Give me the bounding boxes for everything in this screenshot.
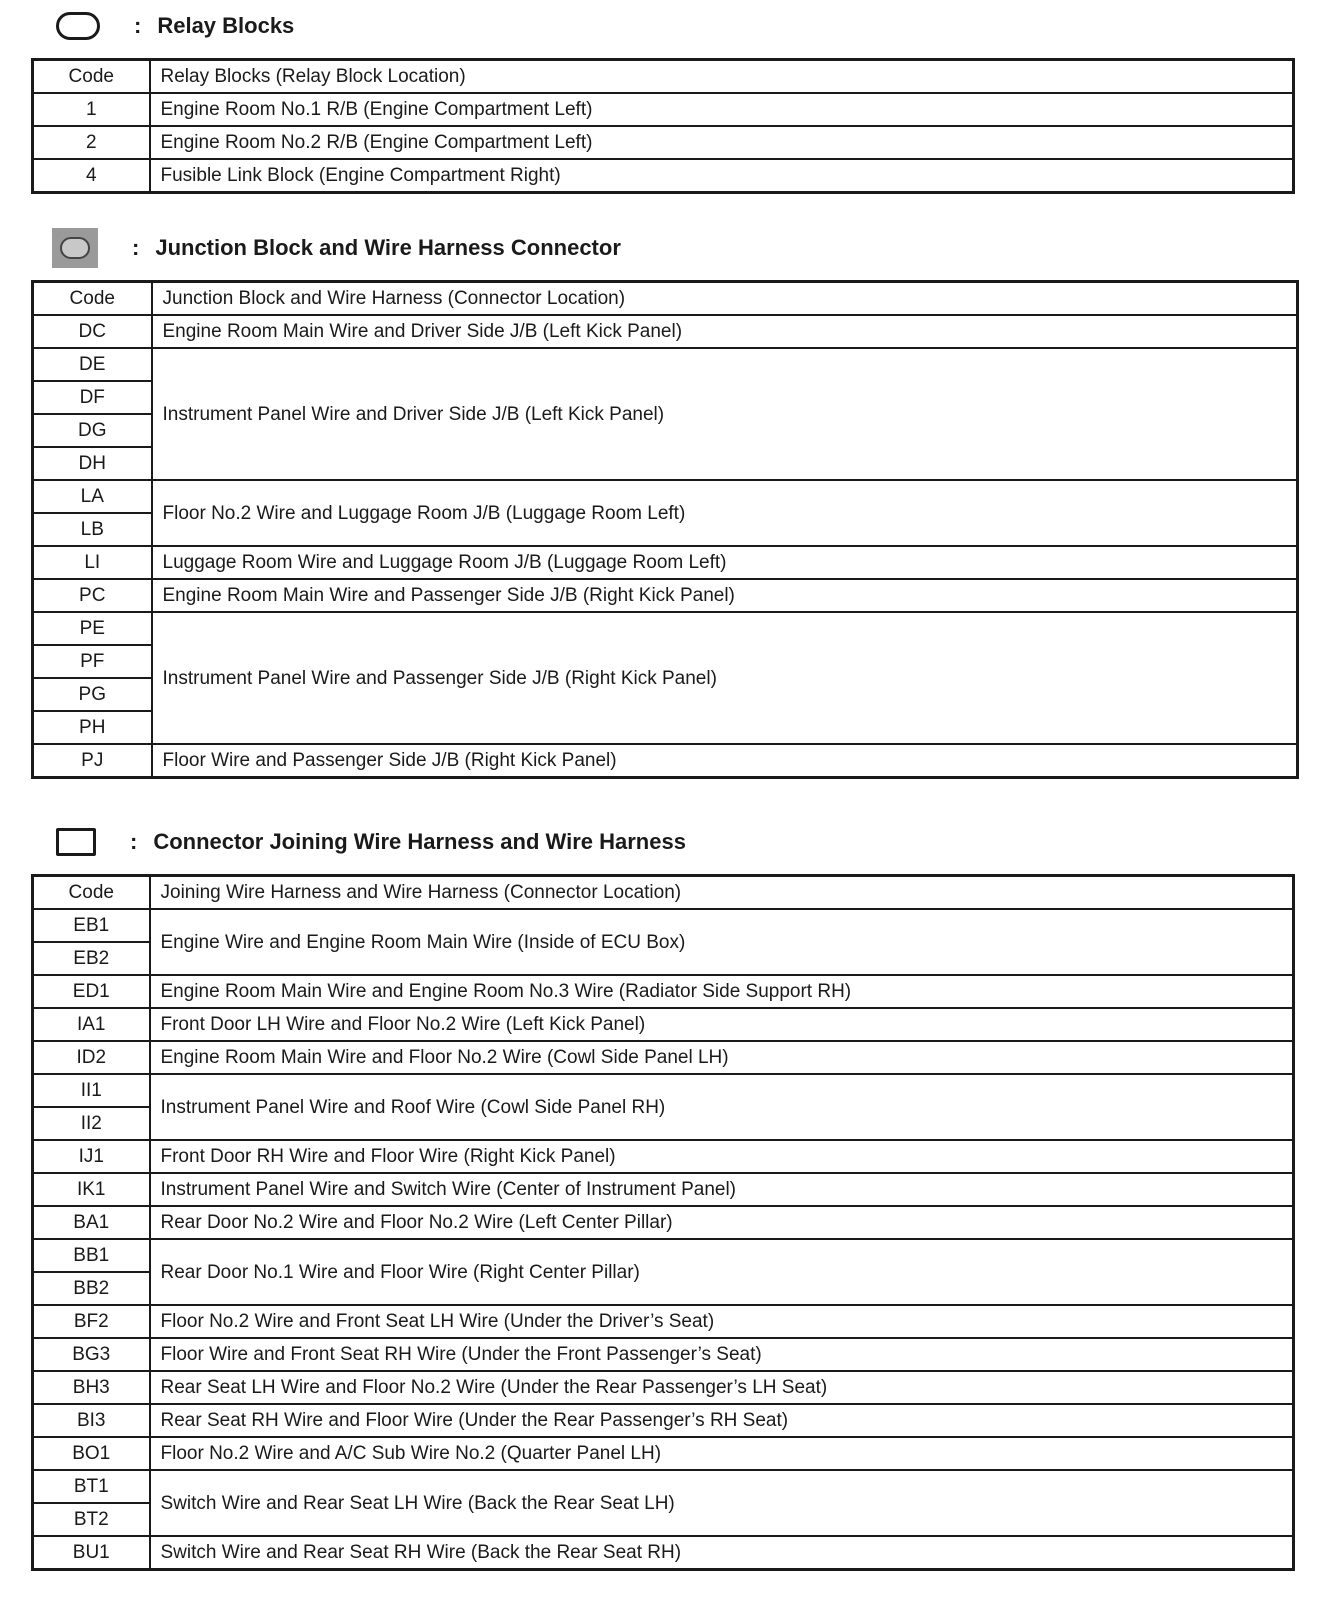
description-cell: Engine Room Main Wire and Passenger Side J/B (Right Kick Panel) [152, 579, 1298, 612]
description-cell: Engine Room No.2 R/B (Engine Compartment Left) [150, 126, 1294, 159]
table-row [33, 1404, 1294, 1437]
code-cell: BO1 [33, 1437, 150, 1470]
connector-symbol-icon [56, 828, 96, 856]
code-cell: 1 [33, 93, 150, 126]
table-header-row [33, 876, 1294, 910]
code-cell: BU1 [33, 1536, 150, 1570]
code-cell: IJ1 [33, 1140, 150, 1173]
table-row [33, 1371, 1294, 1404]
code-cell: IA1 [33, 1008, 150, 1041]
code-cell: PH [33, 711, 152, 744]
description-cell: Floor Wire and Passenger Side J/B (Right Kick Panel) [152, 744, 1298, 778]
description-cell: Rear Seat LH Wire and Floor No.2 Wire (Under the Rear Passenger’s LH Seat) [150, 1371, 1294, 1404]
description-column-header: Joining Wire Harness and Wire Harness (Connector Location) [150, 876, 1294, 910]
code-cell: DH [33, 447, 152, 480]
description-cell: Floor No.2 Wire and Luggage Room J/B (Luggage Room Left) [152, 480, 1298, 546]
description-cell: Engine Room Main Wire and Engine Room No.3 Wire (Radiator Side Support RH) [150, 975, 1294, 1008]
code-cell: LB [33, 513, 152, 546]
code-cell: BB2 [33, 1272, 150, 1305]
description-cell: Engine Room Main Wire and Driver Side J/B (Left Kick Panel) [152, 315, 1298, 348]
code-column-header: Code [33, 282, 152, 316]
description-cell: Fusible Link Block (Engine Compartment Right) [150, 159, 1294, 193]
description-cell: Rear Door No.2 Wire and Floor No.2 Wire (Left Center Pillar) [150, 1206, 1294, 1239]
table-row [33, 546, 1298, 579]
relay-heading-colon: : [134, 13, 142, 38]
description-cell: Engine Room Main Wire and Floor No.2 Wire (Cowl Side Panel LH) [150, 1041, 1294, 1074]
code-cell: BT1 [33, 1470, 150, 1503]
code-cell: 2 [33, 126, 150, 159]
description-cell: Front Door LH Wire and Floor No.2 Wire (Left Kick Panel) [150, 1008, 1294, 1041]
code-cell: DF [33, 381, 152, 414]
code-cell: IK1 [33, 1173, 150, 1206]
code-cell: EB1 [33, 909, 150, 942]
connector-heading-title: Connector Joining Wire Harness and Wire Harness [153, 829, 686, 854]
table-row [33, 1239, 1294, 1272]
table-row [33, 1074, 1294, 1107]
table-row [33, 1140, 1294, 1173]
table-row [33, 975, 1294, 1008]
code-cell: BA1 [33, 1206, 150, 1239]
relay-block-symbol-icon [56, 12, 100, 40]
table-row [33, 612, 1298, 645]
description-cell: Switch Wire and Rear Seat LH Wire (Back the Rear Seat LH) [150, 1470, 1294, 1536]
code-cell: 4 [33, 159, 150, 193]
junction-heading-colon: : [132, 235, 140, 260]
code-cell: BG3 [33, 1338, 150, 1371]
code-cell: DE [33, 348, 152, 381]
table-row [33, 1470, 1294, 1503]
code-cell: BT2 [33, 1503, 150, 1536]
code-cell: PF [33, 645, 152, 678]
table-row [33, 126, 1294, 159]
description-cell: Instrument Panel Wire and Roof Wire (Cowl Side Panel RH) [150, 1074, 1294, 1140]
code-cell: BI3 [33, 1404, 150, 1437]
description-cell: Rear Seat RH Wire and Floor Wire (Under the Rear Passenger’s RH Seat) [150, 1404, 1294, 1437]
code-cell: PE [33, 612, 152, 645]
table-row [33, 579, 1298, 612]
junction-section-heading [52, 228, 621, 268]
table-row [33, 315, 1298, 348]
code-cell: PG [33, 678, 152, 711]
table-row [33, 1173, 1294, 1206]
description-cell: Engine Room No.1 R/B (Engine Compartment Left) [150, 93, 1294, 126]
code-cell: ED1 [33, 975, 150, 1008]
table-row [33, 1536, 1294, 1570]
table-row [33, 1338, 1294, 1371]
description-cell: Floor No.2 Wire and A/C Sub Wire No.2 (Quarter Panel LH) [150, 1437, 1294, 1470]
code-cell: PJ [33, 744, 152, 778]
code-cell: BH3 [33, 1371, 150, 1404]
junction-block-symbol-icon [52, 228, 98, 268]
code-cell: DC [33, 315, 152, 348]
description-cell: Switch Wire and Rear Seat RH Wire (Back the Rear Seat RH) [150, 1536, 1294, 1570]
table-row [33, 159, 1294, 193]
code-cell: BF2 [33, 1305, 150, 1338]
junction-heading-title: Junction Block and Wire Harness Connector [155, 235, 621, 260]
junction-block-table [31, 280, 1299, 779]
connector-joining-table [31, 874, 1295, 1571]
relay-blocks-table [31, 58, 1295, 194]
code-cell: BB1 [33, 1239, 150, 1272]
connector-heading-colon: : [130, 829, 138, 854]
table-header-row [33, 282, 1298, 316]
code-cell: DG [33, 414, 152, 447]
description-cell: Instrument Panel Wire and Switch Wire (Center of Instrument Panel) [150, 1173, 1294, 1206]
table-row [33, 1206, 1294, 1239]
table-row [33, 1041, 1294, 1074]
table-row [33, 480, 1298, 513]
table-row [33, 1437, 1294, 1470]
code-cell: EB2 [33, 942, 150, 975]
connector-section-heading [52, 822, 686, 862]
description-cell: Rear Door No.1 Wire and Floor Wire (Right Center Pillar) [150, 1239, 1294, 1305]
description-cell: Instrument Panel Wire and Passenger Side J/B (Right Kick Panel) [152, 612, 1298, 744]
description-cell: Luggage Room Wire and Luggage Room J/B (Luggage Room Left) [152, 546, 1298, 579]
code-cell: PC [33, 579, 152, 612]
description-column-header: Relay Blocks (Relay Block Location) [150, 60, 1294, 94]
relay-section-heading [52, 6, 294, 46]
code-cell: LA [33, 480, 152, 513]
table-row [33, 348, 1298, 381]
description-cell: Floor No.2 Wire and Front Seat LH Wire (Under the Driver’s Seat) [150, 1305, 1294, 1338]
code-cell: II2 [33, 1107, 150, 1140]
table-row [33, 1305, 1294, 1338]
description-cell: Floor Wire and Front Seat RH Wire (Under the Front Passenger’s Seat) [150, 1338, 1294, 1371]
relay-heading-title: Relay Blocks [157, 13, 295, 38]
table-header-row [33, 60, 1294, 94]
description-cell: Front Door RH Wire and Floor Wire (Right Kick Panel) [150, 1140, 1294, 1173]
code-column-header: Code [33, 60, 150, 94]
table-row [33, 909, 1294, 942]
description-cell: Engine Wire and Engine Room Main Wire (Inside of ECU Box) [150, 909, 1294, 975]
table-row [33, 93, 1294, 126]
code-column-header: Code [33, 876, 150, 910]
code-cell: II1 [33, 1074, 150, 1107]
description-column-header: Junction Block and Wire Harness (Connector Location) [152, 282, 1298, 316]
code-cell: LI [33, 546, 152, 579]
table-row [33, 1008, 1294, 1041]
code-cell: ID2 [33, 1041, 150, 1074]
description-cell: Instrument Panel Wire and Driver Side J/B (Left Kick Panel) [152, 348, 1298, 480]
table-row [33, 744, 1298, 778]
